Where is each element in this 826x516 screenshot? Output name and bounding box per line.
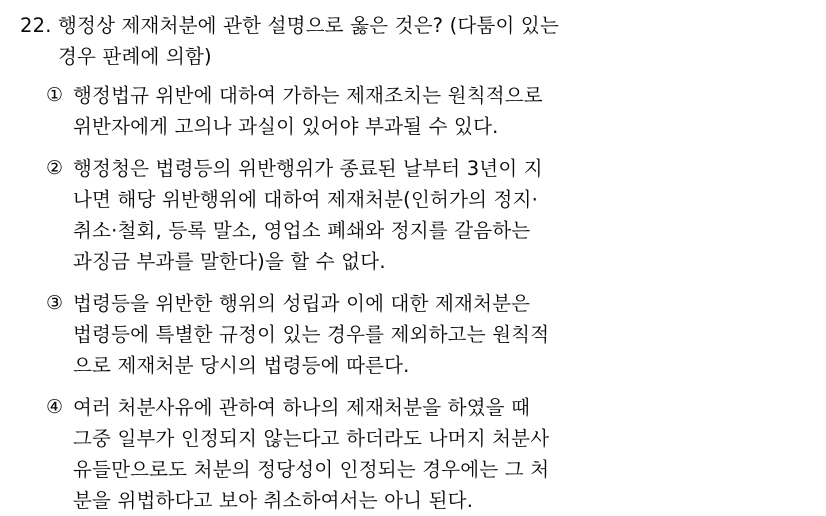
choice-option-3[interactable]	[46, 288, 812, 381]
choice-line: 법령등을 위반한 행위의 성립과 이에 대한 제재처분은	[73, 292, 531, 315]
choice-line: 으로 제재처분 당시의 법령등에 따른다.	[73, 354, 410, 377]
choice-marker-4: ④	[46, 396, 64, 418]
question-stem-text	[58, 10, 812, 72]
choice-line: 법령등에 특별한 규정이 있는 경우를 제외하고는 원칙적	[73, 323, 550, 346]
choice-option-1[interactable]	[46, 80, 812, 142]
choice-line: 그중 일부가 인정되지 않는다고 하더라도 나머지 처분사	[73, 427, 550, 450]
choice-text-2	[73, 153, 812, 277]
choice-option-4[interactable]	[46, 392, 812, 516]
choice-text-4	[73, 392, 812, 516]
choice-text-3	[73, 288, 812, 381]
question-number: 22.	[20, 14, 52, 37]
choice-marker-3: ③	[46, 292, 64, 314]
question-stem-line: 경우 판례에 의함)	[58, 45, 212, 68]
choice-line: 유들만으로도 처분의 정당성이 인정되는 경우에는 그 처	[73, 458, 550, 481]
choice-option-2[interactable]	[46, 153, 812, 277]
choice-text-1	[73, 80, 812, 142]
question-stem-line: 행정상 제재처분에 관한 설명으로 옳은 것은? (다툼이 있는	[58, 14, 559, 37]
choice-marker-2: ②	[46, 157, 64, 179]
choice-line: 행정청은 법령등의 위반행위가 종료된 날부터 3년이 지	[73, 157, 543, 180]
choice-marker-1: ①	[46, 84, 64, 106]
choice-line: 나면 해당 위반행위에 대하여 제재처분(인허가의 정지·	[73, 188, 539, 211]
choice-line: 분을 위법하다고 보아 취소하여서는 아니 된다.	[73, 489, 474, 512]
choice-line: 여러 처분사유에 관하여 하나의 제재처분을 하였을 때	[73, 396, 531, 419]
choice-line: 과징금 부과를 말한다)을 할 수 없다.	[73, 250, 386, 273]
choice-line: 위반자에게 고의나 과실이 있어야 부과될 수 있다.	[73, 115, 499, 138]
choice-line: 취소·철회, 등록 말소, 영업소 폐쇄와 정지를 갈음하는	[73, 219, 531, 242]
question-stem	[20, 10, 812, 72]
choice-list	[20, 80, 812, 516]
choice-line: 행정법규 위반에 대하여 가하는 제재조치는 원칙적으로	[73, 84, 543, 107]
